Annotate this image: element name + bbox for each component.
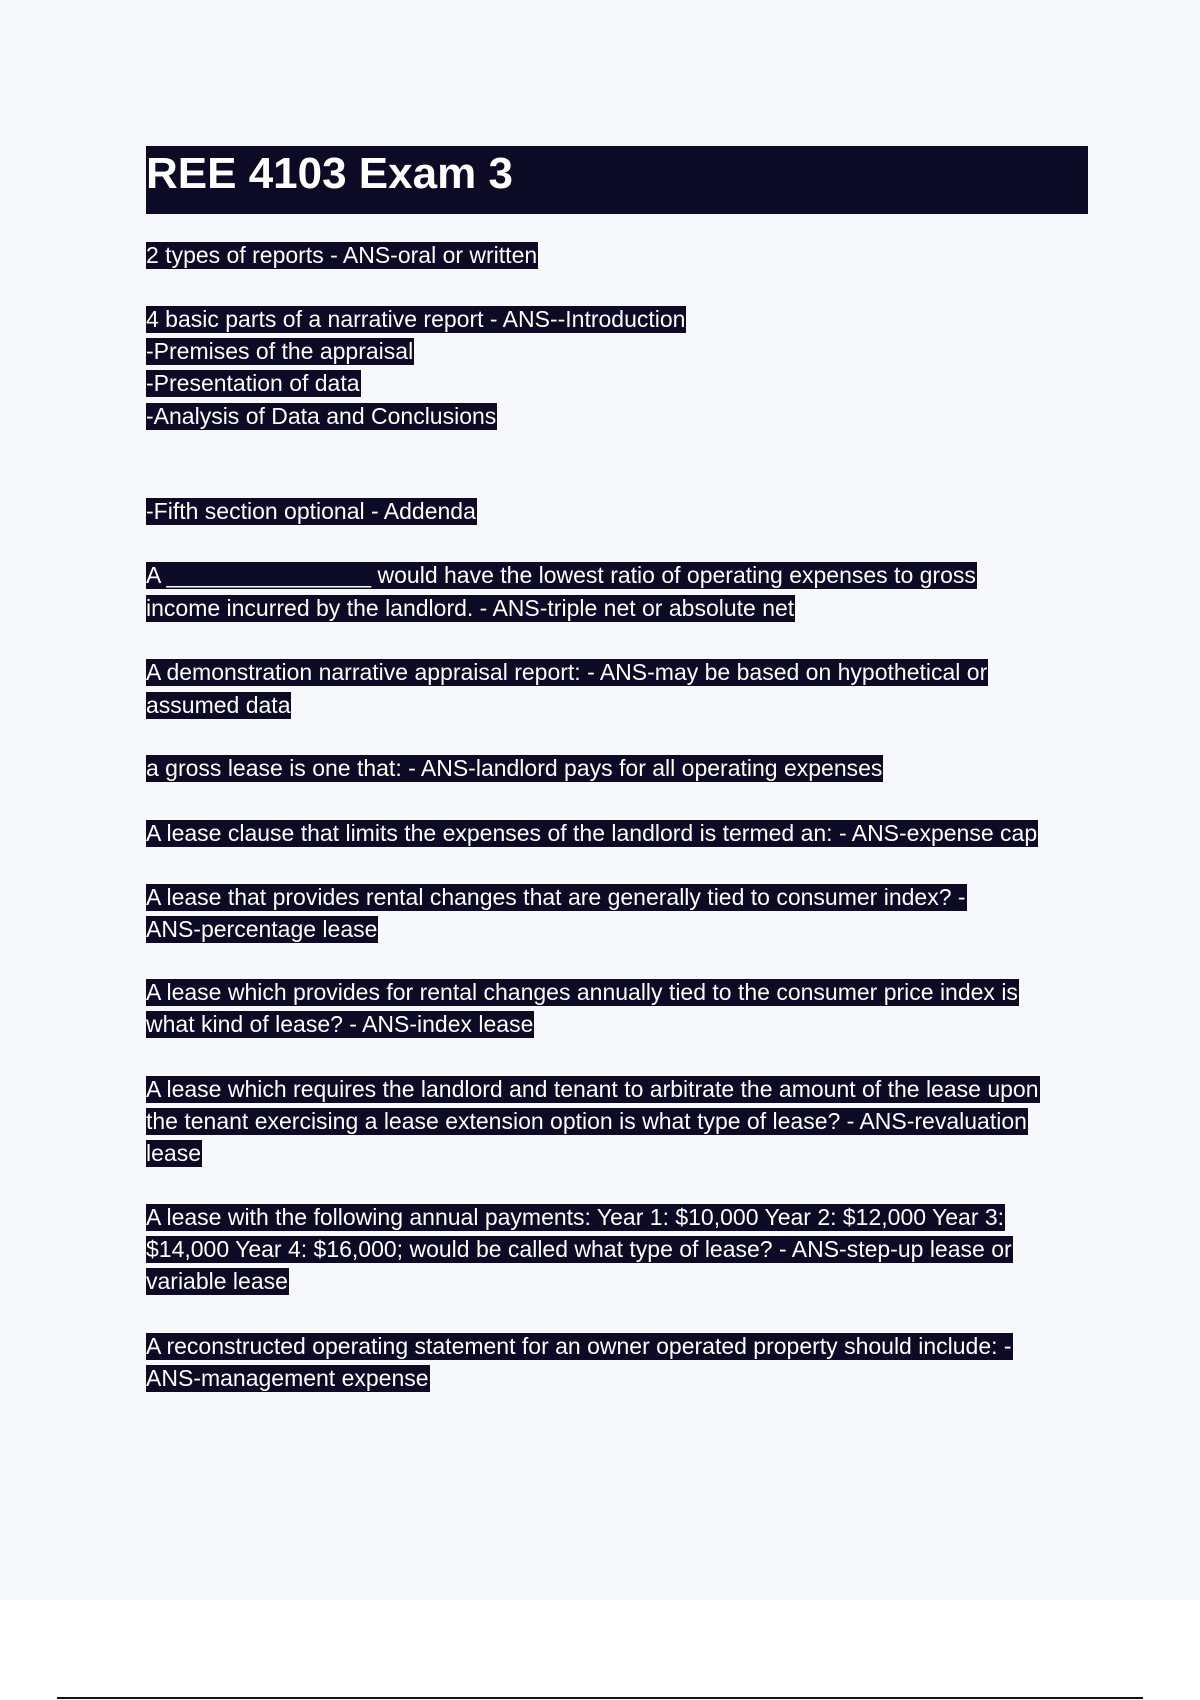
text-line: [146, 1011, 534, 1037]
text-line: [146, 242, 538, 268]
footer-divider: [57, 1697, 1143, 1699]
title-bar: [146, 146, 1088, 214]
text-line: [146, 1268, 289, 1294]
text-line: [146, 1140, 202, 1166]
text-line: [146, 1108, 1028, 1134]
text-line: [146, 820, 1038, 846]
highlighted-text: A reconstructed operating statement for an owner operated property should include: -: [146, 1333, 1012, 1359]
text-line: [146, 595, 795, 621]
highlighted-text: a gross lease is one that: - ANS-landlord pays for all operating expenses: [146, 755, 883, 781]
highlighted-text: A ________________ would have the lowest ratio of operating expenses to gross: [146, 562, 976, 588]
text-line: [146, 755, 883, 781]
highlighted-text: what kind of lease? - ANS-index lease: [146, 1011, 534, 1037]
highlighted-text: the tenant exercising a lease extension option is what type of lease? - ANS-revaluation: [146, 1108, 1027, 1134]
highlighted-text: income incurred by the landlord. - ANS-triple net or absolute net: [146, 595, 795, 621]
highlighted-text: lease: [146, 1140, 201, 1166]
text-line: [146, 403, 497, 429]
text-line: [146, 916, 378, 942]
text-line: [146, 562, 977, 588]
text-line: [146, 979, 1019, 1005]
text-line: [146, 370, 361, 396]
text-line: [146, 659, 988, 685]
highlighted-text: A lease with the following annual payments: Year 1: $10,000 Year 2: $12,000 Year 3:: [146, 1204, 1005, 1230]
highlighted-text: A demonstration narrative appraisal report: - ANS-may be based on hypothetical or: [146, 659, 988, 685]
text-line: [146, 884, 967, 910]
highlighted-text: A lease which provides for rental changes annually tied to the consumer price index is: [146, 979, 1018, 1005]
highlighted-text: ANS-management expense: [146, 1365, 429, 1391]
text-line: [146, 1236, 1013, 1262]
highlighted-text: assumed data: [146, 692, 291, 718]
text-line: [146, 1365, 430, 1391]
text-line: [146, 498, 477, 524]
text-line: [146, 338, 414, 364]
highlighted-text: A lease which requires the landlord and tenant to arbitrate the amount of the lease upon: [146, 1076, 1039, 1102]
highlighted-text: -Presentation of data: [146, 370, 360, 396]
highlighted-text: ANS-percentage lease: [146, 916, 378, 942]
highlighted-text: A lease that provides rental changes that are generally tied to consumer index? -: [146, 884, 966, 910]
highlighted-text: -Analysis of Data and Conclusions: [146, 403, 497, 429]
highlighted-text: 2 types of reports - ANS-oral or written: [146, 242, 538, 268]
document-title: REE 4103 Exam 3: [146, 149, 513, 198]
highlighted-text: $14,000 Year 4: $16,000; would be called what type of lease? - ANS-step-up lease or: [146, 1236, 1012, 1262]
text-line: [146, 1333, 1013, 1359]
text-line: [146, 1076, 1040, 1102]
highlighted-text: -Premises of the appraisal: [146, 338, 414, 364]
highlighted-text: 4 basic parts of a narrative report - ANS--Introduction: [146, 306, 686, 332]
highlighted-text: variable lease: [146, 1268, 288, 1294]
highlighted-text: A lease clause that limits the expenses of the landlord is termed an: - ANS-expense cap: [146, 820, 1038, 846]
text-line: [146, 1204, 1005, 1230]
highlighted-text: -Fifth section optional - Addenda: [146, 498, 476, 524]
text-line: [146, 306, 686, 332]
text-line: [146, 692, 291, 718]
